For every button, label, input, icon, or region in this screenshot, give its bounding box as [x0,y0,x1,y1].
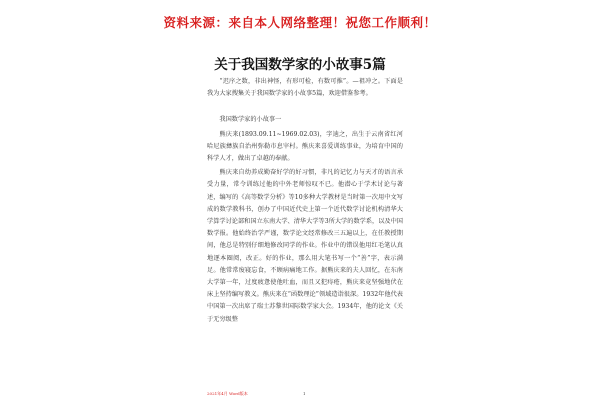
page-number: 1 [303,391,306,396]
body-paragraph: 熊庆来自幼养成勤奋好学的好习惯，非凡的记忆力与天才的语言承受力量，常令训练过他的中外老师惊叹不已。他潜心于学术讨论与著述，编写的《高等数学分析》等10多种大学教材是当时第一次用中文写成的数学教科书，创办了中国近代史上第一个近代数学讨论机构清华大学算学讨论部和国立东南大学、清华大学等3所大学的数学系，以及中国数学报。他始终治学严谨，数学论文经常修改三五遍以上，在任教授期间，他总是特别仔细地修改同学的作业。作业中的错误他用红毛笔认真地逐本圈阅，改正。好的作业，那么用大笔书写一个“善”字，表示满足。他常常废寝忘食，不顾病痛地工作。据熊庆来的夫人回忆，在东南大学第一年，过度疲惫使他吐血，而且又犯痔疮，熊庆来竟坚强地伏在床上坚持编写教义。熊庆来在“函数理论”领域造诣很深。1932年他代表中国第一次出席了瑞士苏黎世国际数学家大会。1934年，他的论文《关于无穷级整 [207,169,403,323]
footer-date-version: 2021年4月 Word版本 [207,391,248,396]
intro-paragraph: “迟序之数，非出神怪，有形可检，有数可推”。—祖冲之。下面是我为大家搜集关于我国数学家的小故事5篇，欢迎借鉴参考。 [207,78,403,98]
document-body [207,76,403,326]
page-title: 关于我国数学家的小故事5篇 [214,57,386,73]
section-heading: 我国数学家的小故事一 [219,116,282,124]
source-banner: 资料来源：来自本人网络整理！祝您工作顺利！ [163,15,437,30]
body-paragraph: 熊庆来(1893.09.11~1969.02.03)，字迪之，出生于云南省红河哈尼族彝族自治州弥勒市息宰村。熊庆来喜爱训练事业，为培育中国的科学人才，做出了卓越的奉献。 [207,130,403,163]
page-footer [207,391,403,396]
